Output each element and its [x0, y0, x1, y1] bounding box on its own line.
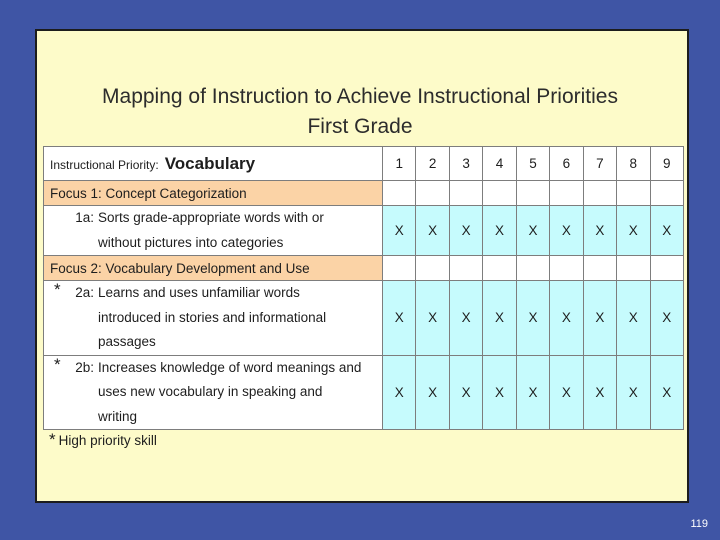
mark-cell: X [449, 206, 482, 256]
focus-cell [550, 181, 583, 206]
item-code: 2a: [75, 285, 94, 300]
high-priority-asterisk: * [54, 280, 61, 299]
priority-value: Vocabulary [164, 153, 256, 173]
item-2a-label [44, 281, 383, 356]
mark-cell: X [416, 355, 449, 430]
mark-cell: X [449, 355, 482, 430]
column-header-4: 4 [483, 147, 516, 181]
focus-cell [583, 181, 616, 206]
page-number: 119 [690, 518, 708, 530]
item-text-line: introduced in stories and informational [98, 309, 327, 325]
column-header-1: 1 [383, 147, 416, 181]
mark-cell: X [650, 355, 684, 430]
focus-1-row [44, 181, 684, 206]
item-text-line: Sorts grade-appropriate words with or [98, 210, 324, 225]
mark-cell: X [583, 281, 616, 356]
column-header-6: 6 [550, 147, 583, 181]
column-header-5: 5 [516, 147, 549, 181]
focus-cell [416, 181, 449, 206]
focus-1-label: Focus 1: Concept Categorization [44, 181, 383, 206]
focus-2-row [44, 256, 684, 281]
mark-cell: X [449, 281, 482, 356]
focus-cell [516, 181, 549, 206]
item-text-line: passages [98, 334, 156, 349]
item-1a-label [44, 206, 383, 256]
title-line-1: Mapping of Instruction to Achieve Instructional Priorities [102, 85, 618, 108]
mark-cell: X [483, 355, 516, 430]
focus-cell [617, 181, 650, 206]
priority-label: Instructional Priority: [50, 157, 159, 172]
mark-cell: X [416, 206, 449, 256]
item-text-line: Learns and uses unfamiliar words [98, 285, 300, 300]
focus-cell [483, 256, 516, 281]
item-text-line: uses new vocabulary in speaking and [98, 384, 323, 399]
focus-cell [617, 256, 650, 281]
mark-cell: X [550, 281, 583, 356]
item-code: 1a: [75, 210, 94, 225]
column-header-7: 7 [583, 147, 616, 181]
column-header-2: 2 [416, 147, 449, 181]
focus-cell [650, 256, 684, 281]
mark-cell: X [383, 206, 416, 256]
focus-cell [383, 181, 416, 206]
item-text-line: without pictures into categories [98, 234, 284, 250]
mark-cell: X [617, 355, 650, 430]
item-text-line: Increases knowledge of word meanings and [98, 359, 362, 375]
mark-cell: X [617, 206, 650, 256]
focus-cell [416, 256, 449, 281]
mark-cell: X [650, 206, 684, 256]
mark-cell: X [483, 206, 516, 256]
focus-cell [383, 256, 416, 281]
mark-cell: X [483, 281, 516, 356]
focus-cell [516, 256, 549, 281]
focus-cell [550, 256, 583, 281]
item-code: 2b: [75, 359, 94, 375]
item-2a-row [44, 281, 684, 356]
focus-cell [449, 256, 482, 281]
mapping-table [43, 146, 684, 430]
column-header-3: 3 [449, 147, 482, 181]
mark-cell: X [516, 281, 549, 356]
item-1a-row [44, 206, 684, 256]
footnote-asterisk: * [49, 430, 56, 449]
mark-cell: X [383, 281, 416, 356]
mark-cell: X [583, 355, 616, 430]
focus-cell [650, 181, 684, 206]
mark-cell: X [650, 281, 684, 356]
footnote-text: High priority skill [58, 433, 157, 448]
item-text-line: writing [98, 408, 138, 424]
column-header-9: 9 [650, 147, 684, 181]
header-row [44, 147, 684, 181]
high-priority-asterisk: * [54, 354, 61, 374]
mark-cell: X [583, 206, 616, 256]
title-line-2: First Grade [307, 115, 413, 138]
item-2b-row [44, 355, 684, 430]
focus-cell [483, 181, 516, 206]
footnote [49, 430, 157, 450]
focus-cell [449, 181, 482, 206]
mark-cell: X [516, 355, 549, 430]
column-header-8: 8 [617, 147, 650, 181]
priority-header-cell [44, 147, 383, 181]
mark-cell: X [550, 355, 583, 430]
mark-cell: X [416, 281, 449, 356]
mark-cell: X [383, 355, 416, 430]
focus-cell [583, 256, 616, 281]
mark-cell: X [617, 281, 650, 356]
focus-2-label: Focus 2: Vocabulary Development and Use [44, 256, 383, 281]
mark-cell: X [516, 206, 549, 256]
item-2b-label [44, 355, 383, 430]
mark-cell: X [550, 206, 583, 256]
